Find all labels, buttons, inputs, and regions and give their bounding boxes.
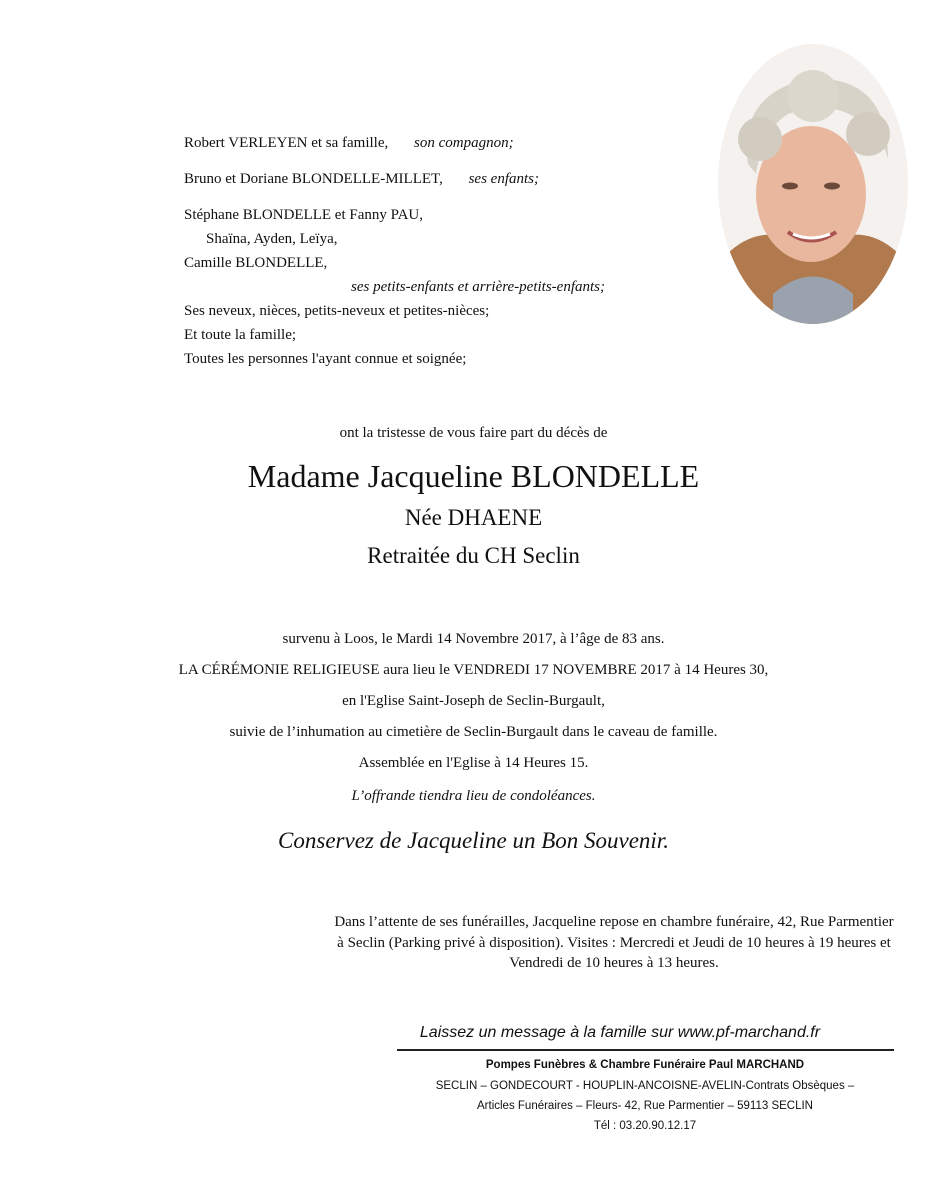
maiden-name: Née DHAENE [404,505,543,530]
divider [397,1049,894,1051]
offering-note: L’offrande tiendra lieu de condoléances. [351,788,596,804]
detail-burial: suivie de l’inhumation au cimetière de Seclin-Burgault dans le caveau de famille. [229,724,718,740]
family-line-3: Stéphane BLONDELLE et Fanny PAU, [184,207,424,223]
detail-church: en l'Eglise Saint-Joseph de Seclin-Burgault, [342,693,605,709]
website-message: Laissez un message à la famille sur www.pf-marchand.fr [419,1024,821,1041]
family-name: Robert VERLEYEN et sa famille, [184,135,389,151]
souvenir-text: Conservez de Jacqueline un Bon Souvenir. [278,828,669,853]
family-line-9: Toutes les personnes l'ayant connue et soignée; [184,351,467,367]
detail-death: survenu à Loos, le Mardi 14 Novembre 2017, à l’âge de 83 ans. [282,631,665,647]
family-line-5: Camille BLONDELLE, [184,255,328,271]
family-relation: son compagnon; [414,135,514,151]
detail-ceremony: LA CÉRÉMONIE RELIGIEUSE aura lieu le VENDREDI 17 NOVEMBRE 2017 à 14 Heures 30, [178,662,769,678]
family-line-2 [184,171,539,188]
repose-info: Dans l’attente de ses funérailles, Jacqueline repose en chambre funéraire, 42, Rue Parmentier à Seclin (Parking privé à disposition). Visites : Mercredi et Jeudi de 10 heures à 19 heures et Vendredi de 10 heures à 13 heures. [334,914,894,971]
announcement-text: ont la tristesse de vous faire part du décès de [339,425,608,441]
funeral-home-name: Pompes Funèbres & Chambre Funéraire Paul MARCHAND [485,1059,805,1071]
family-name: Bruno et Doriane BLONDELLE-MILLET, [184,171,443,187]
deceased-name: Madame Jacqueline BLONDELLE [247,458,700,494]
funeral-home-phone: Tél : 03.20.90.12.17 [593,1120,697,1132]
detail-assembly: Assemblée en l'Eglise à 14 Heures 15. [358,755,589,771]
family-line-4: Shaïna, Ayden, Leïya, [206,231,338,247]
family-line-1 [184,135,514,152]
family-line-7: Ses neveux, nièces, petits-neveux et petites-nièces; [184,303,490,319]
funeral-home-line-1: SECLIN – GONDECOURT - HOUPLIN-ANCOISNE-AVELIN-Contrats Obsèques – [435,1080,855,1092]
family-line-8: Et toute la famille; [184,327,297,343]
funeral-home-line-2: Articles Funéraires – Fleurs- 42, Rue Parmentier – 59113 SECLIN [477,1100,813,1112]
portrait-photo [718,44,908,324]
family-relation: ses enfants; [468,171,539,187]
occupation: Retraitée du CH Seclin [367,543,580,568]
family-line-6: ses petits-enfants et arrière-petits-enfants; [351,279,605,295]
